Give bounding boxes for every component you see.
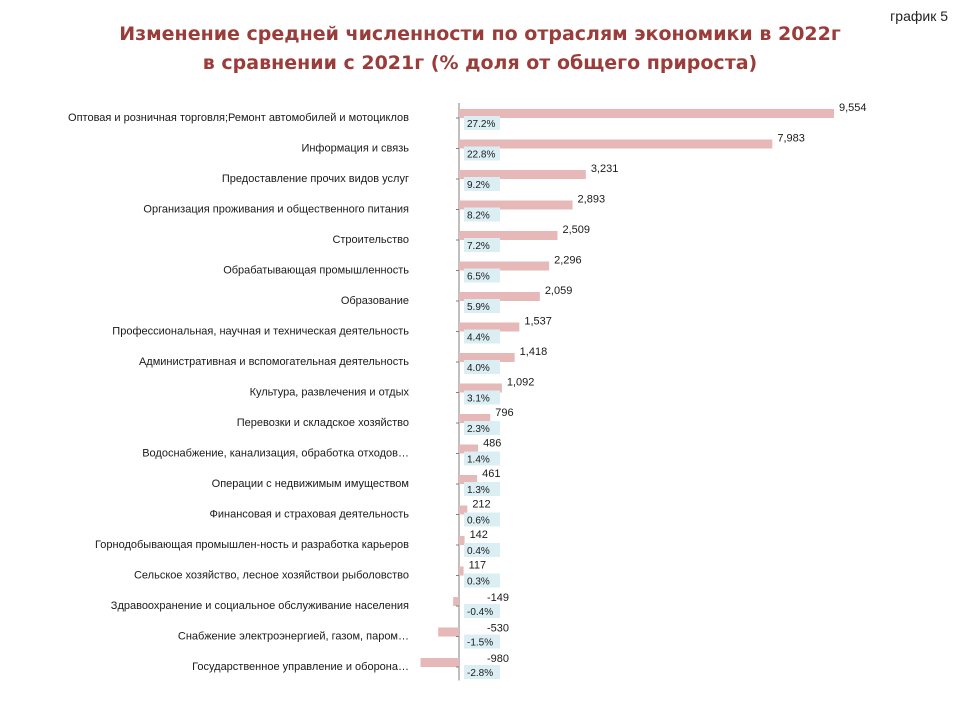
chart-title-line1: Изменение средней численности по отраслям экономики в 2022г xyxy=(119,23,841,45)
category-label: Снабжение электроэнергией, газом, паром… xyxy=(177,630,409,643)
category-label: Профессиональная, научная и техническая деятельность xyxy=(112,325,409,338)
chart-title-line2: в сравнении с 2021г (% доля от общего прироста) xyxy=(202,52,758,74)
value-label: 1,537 xyxy=(524,315,552,328)
category-label: Обрабатывающая промышленность xyxy=(223,264,409,277)
value-label: 2,509 xyxy=(562,224,591,236)
value-label: 1,092 xyxy=(506,376,535,389)
category-label: Информация и связь xyxy=(301,142,409,155)
value-label: 212 xyxy=(472,498,491,511)
percent-label: 1.4% xyxy=(467,454,490,466)
value-label: 2,893 xyxy=(577,193,606,206)
percent-label: 6.5% xyxy=(467,271,490,283)
category-label: Строительство xyxy=(332,234,409,246)
data-bar xyxy=(459,109,834,118)
percent-label: 0.4% xyxy=(467,546,490,557)
percent-label: 1.3% xyxy=(467,485,490,496)
percent-label: -0.4% xyxy=(467,607,494,618)
category-label: Операции с недвижимым имуществом xyxy=(211,478,409,490)
value-label: 486 xyxy=(483,437,502,450)
value-label: 117 xyxy=(468,559,487,572)
percent-label: 27.2% xyxy=(467,119,496,130)
percent-label: 4.0% xyxy=(467,363,490,374)
category-label: Горнодобывающая промышлен-ность и разработка карьеров xyxy=(95,539,409,551)
data-bar xyxy=(453,597,459,606)
category-label: Предоставление прочих видов услуг xyxy=(221,173,409,185)
category-label: Оптовая и розничная торговля;Ремонт автомобилей и мотоциклов xyxy=(68,112,409,124)
value-label: 2,296 xyxy=(554,254,582,267)
value-label: -149 xyxy=(487,592,510,604)
value-label: -530 xyxy=(487,622,510,635)
category-label: Финансовая и страховая деятельность xyxy=(209,508,409,521)
percent-label: 3.1% xyxy=(467,393,490,405)
percent-label: 7.2% xyxy=(467,241,490,252)
percent-label: 9.2% xyxy=(467,180,490,191)
percent-label: 0.3% xyxy=(467,576,490,588)
category-label: Образование xyxy=(340,295,409,307)
data-bar xyxy=(459,140,772,149)
category-label: Сельское хозяйство, лесное хозяйствои рыболовство xyxy=(133,569,409,582)
value-label: -980 xyxy=(487,653,510,665)
data-bar xyxy=(421,658,459,667)
category-label: Перевозки и складское хозяйство xyxy=(236,417,409,429)
category-label: Государственное управление и оборона… xyxy=(192,661,409,673)
value-label: 2,059 xyxy=(544,285,573,297)
value-label: 3,231 xyxy=(590,163,619,175)
percent-label: -2.8% xyxy=(467,668,494,679)
value-label: 796 xyxy=(495,407,514,419)
category-label: Культура, развлечения и отдых xyxy=(249,386,409,399)
data-bar xyxy=(438,628,459,637)
category-label: Административная и вспомогательная деятельность xyxy=(138,356,409,368)
value-label: 461 xyxy=(482,468,501,480)
category-label: Водоснабжение, канализация, обработка отходов… xyxy=(142,447,409,460)
value-label: 9,554 xyxy=(839,102,867,114)
chart-number-label: график 5 xyxy=(890,8,948,24)
percent-label: 22.8% xyxy=(467,149,496,161)
data-bar xyxy=(459,567,464,576)
category-label: Организация проживания и общественного питания xyxy=(143,203,409,216)
value-label: 1,418 xyxy=(519,346,548,358)
percent-label: -1.5% xyxy=(467,637,494,649)
percent-label: 8.2% xyxy=(467,210,490,222)
value-label: 142 xyxy=(469,529,488,541)
percent-label: 5.9% xyxy=(467,302,490,313)
category-label: Здравоохранение и социальное обслуживание населения xyxy=(110,600,409,612)
percent-label: 4.4% xyxy=(467,332,490,344)
percent-label: 0.6% xyxy=(467,515,490,527)
percent-label: 2.3% xyxy=(467,424,490,435)
value-label: 7,983 xyxy=(777,132,805,145)
data-bar xyxy=(459,536,465,545)
